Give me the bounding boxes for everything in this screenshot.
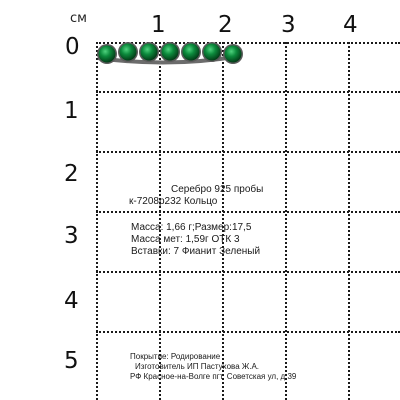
green-stone [141, 44, 158, 61]
grid-line-vertical [348, 42, 350, 400]
ruler-x-tick: 4 [343, 12, 358, 38]
mass-size-line: Масса: 1,66 г;Размер:17,5 [131, 222, 252, 233]
ruler-x-tick: 1 [151, 12, 166, 38]
green-stone [162, 44, 179, 61]
ruler-y-tick: 4 [64, 288, 79, 314]
ruler-y-tick: 2 [64, 161, 79, 187]
grid-line-vertical [285, 42, 287, 400]
green-stone [183, 44, 200, 61]
ruler-y-tick: 1 [64, 98, 79, 124]
green-stone [225, 46, 242, 63]
grid-line-horizontal [96, 151, 400, 153]
ring-photo [94, 38, 244, 70]
green-stone [120, 44, 137, 61]
coating-line: Покрытие: Родирование [130, 352, 221, 361]
ruler-y-tick: 5 [64, 348, 79, 374]
ruler-x-tick: 3 [281, 12, 296, 38]
grid-line-horizontal [96, 271, 400, 273]
ruler-y-tick: 3 [64, 223, 79, 249]
grid-line-horizontal [96, 211, 400, 213]
manufacturer-info [130, 352, 296, 382]
article-line: к-7208р232 Кольцо [129, 196, 218, 207]
grid-line-vertical [159, 42, 161, 400]
ruler-unit-label: см [70, 11, 87, 26]
product-description [129, 184, 263, 208]
green-stone [204, 44, 221, 61]
ruler-x-tick: 0 [65, 34, 80, 60]
grid-line-horizontal [96, 331, 400, 333]
grid-line-vertical [222, 42, 224, 400]
manufacturer-line: Изготовитель ИП Пастухова Ж.А. [135, 362, 260, 371]
grid-line-vertical [96, 42, 98, 400]
green-stone [99, 46, 116, 63]
ruler-x-tick: 2 [218, 12, 233, 38]
grid-line-horizontal [96, 91, 400, 93]
inserts-line: Вставки: 7 Фианит Зеленый [131, 246, 261, 257]
product-specs [131, 222, 260, 258]
metal-line: Серебро 925 пробы [171, 184, 264, 195]
metal-mass-line: Масса мет: 1,59г ОТК 3 [131, 234, 240, 245]
address-line: РФ Красное-на-Волге пгт, Советская ул, д 39 [130, 372, 297, 381]
